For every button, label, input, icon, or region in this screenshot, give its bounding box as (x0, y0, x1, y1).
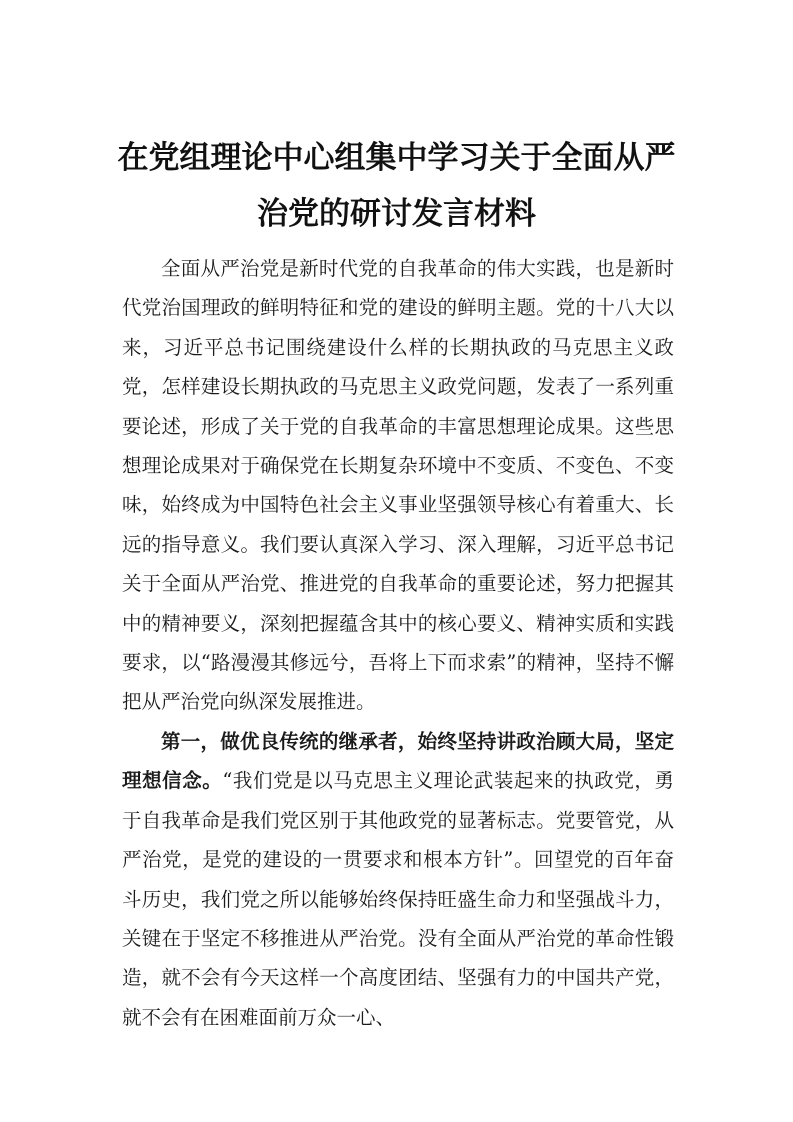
document-body (122, 249, 674, 1037)
document-title-line-1: 在党组理论中心组集中学习关于全面从严 (117, 140, 676, 176)
body-paragraph-1: 全面从严治党是新时代党的自我革命的伟大实践，也是新时代党治国理政的鲜明特征和党的建设的鲜明主题。党的十八大以来，习近平总书记围绕建设什么样的长期执政的马克思主义政党，怎样建设长期执政的马克思主义政党问题，发表了一系列重要论述，形成了关于党的自我革命的丰富思想理论成果。这些思想理论成果对于确保党在长期复杂环境中不变质、不变色、不变味，始终成为中国特色社会主义事业坚强领导核心有着重大、长远的指导意义。我们要认真深入学习、深入理解，习近平总书记关于全面从严治党、推进党的自我革命的重要论述，努力把握其中的精神要义，深刻把握蕴含其中的核心要义、精神实质和实践要求，以“路漫漫其修远兮，吾将上下而求索”的精神，坚持不懈把从严治党向纵深发展推进。 (122, 257, 674, 714)
body-paragraph-2 (122, 722, 674, 1037)
document-title-line-2: 治党的研讨发言材料 (257, 196, 536, 232)
paragraph-2-heading: 第一，做优良传统的继承者，始终坚持讲政治顾大局，坚定理想信念。 (122, 729, 674, 793)
paragraph-2-text: “我们党是以马克思主义理论武装起来的执政党，勇于自我革命是我们党区别于其他政党的显著标志。党要管党，从严治党，是党的建设的一贯要求和根本方针”。回望党的百年奋斗历史，我们党之所以能够始终保持旺盛生命力和坚强战斗力，关键在于坚定不移推进从严治党。没有全面从严治党的革命性锻造，就不会有今天这样一个高度团结、坚强有力的中国共产党，就不会有在困难面前万众一心、 (122, 769, 674, 1029)
